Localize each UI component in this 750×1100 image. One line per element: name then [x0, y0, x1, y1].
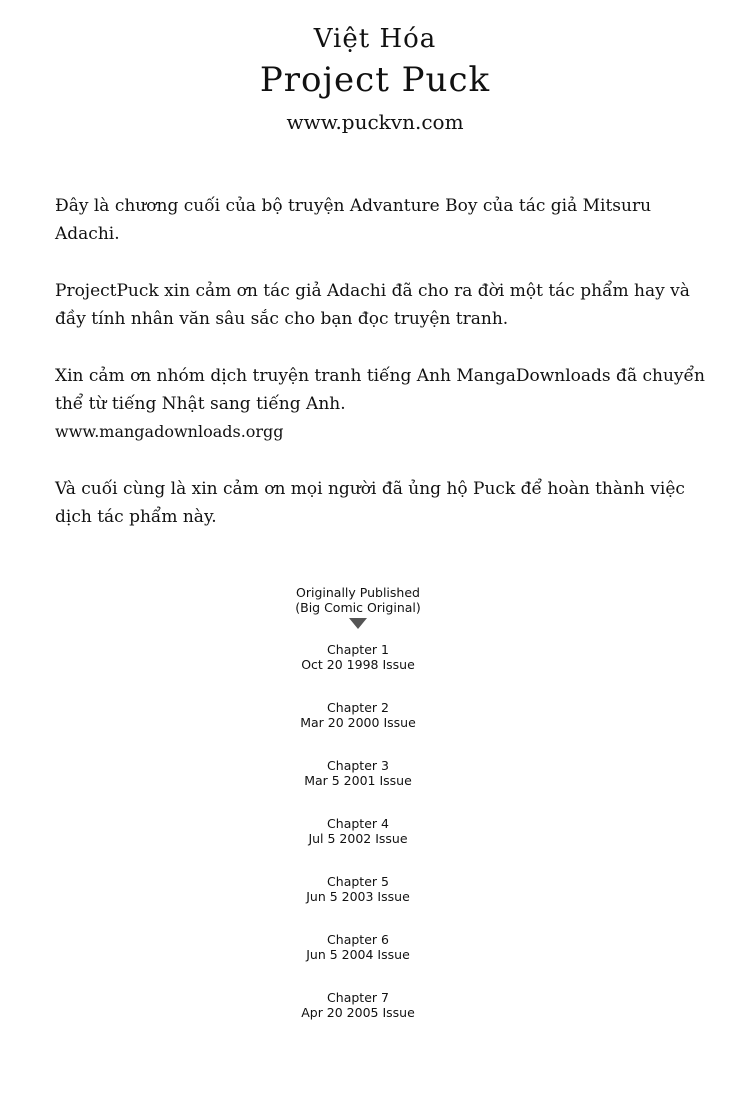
translator-website: www.mangadownloads.orgg — [55, 422, 284, 441]
header-website: www.puckvn.com — [286, 110, 464, 134]
paragraph-final-chapter: Đây là chương cuối của bộ truyện Advanture Boy của tác giả Mitsuru Adachi. — [55, 196, 652, 244]
credits-header — [0, 22, 750, 136]
chapter-entry — [208, 642, 508, 672]
credits-message — [55, 192, 720, 531]
chapter-issue: Mar 5 2001 Issue — [304, 773, 412, 788]
publication-history — [208, 585, 508, 1020]
chapter-entry — [208, 816, 508, 846]
chapter-issue: Apr 20 2005 Issue — [301, 1005, 415, 1020]
chapter-title: Chapter 6 — [327, 932, 389, 947]
down-triangle-icon — [349, 618, 367, 629]
chapter-issue: Mar 20 2000 Issue — [300, 715, 416, 730]
publication-heading-line2: (Big Comic Original) — [295, 600, 421, 615]
header-group-name: Project Puck — [259, 60, 491, 100]
chapter-title: Chapter 4 — [327, 816, 389, 831]
chapter-title: Chapter 3 — [327, 758, 389, 773]
chapter-issue: Jun 5 2004 Issue — [306, 947, 410, 962]
chapter-title: Chapter 1 — [327, 642, 389, 657]
chapter-entry — [208, 700, 508, 730]
chapter-issue: Jun 5 2003 Issue — [306, 889, 410, 904]
chapter-title: Chapter 7 — [327, 990, 389, 1005]
chapter-entry — [208, 874, 508, 904]
chapter-entry — [208, 990, 508, 1020]
publication-heading — [208, 585, 508, 615]
paragraph-thanks-author: ProjectPuck xin cảm ơn tác giả Adachi đã cho ra đời một tác phẩm hay và đầy tính nhân văn sâu sắc cho bạn đọc truyện tranh. — [55, 281, 690, 329]
chapter-entry — [208, 758, 508, 788]
paragraph-thanks-translators: Xin cảm ơn nhóm dịch truyện tranh tiếng Anh MangaDownloads đã chuyển thể từ tiếng Nhật sang tiếng Anh. — [55, 366, 705, 414]
publication-heading-line1: Originally Published — [296, 585, 420, 600]
chapter-issue: Jul 5 2002 Issue — [308, 831, 408, 846]
header-vietnamese-label: Việt Hóa — [313, 24, 437, 54]
paragraph-thanks-supporters: Và cuối cùng là xin cảm ơn mọi người đã ủng hộ Puck để hoàn thành việc dịch tác phẩm này. — [55, 479, 685, 527]
chapter-title: Chapter 2 — [327, 700, 389, 715]
chapter-title: Chapter 5 — [327, 874, 389, 889]
chapter-entry — [208, 932, 508, 962]
chapter-issue: Oct 20 1998 Issue — [301, 657, 415, 672]
